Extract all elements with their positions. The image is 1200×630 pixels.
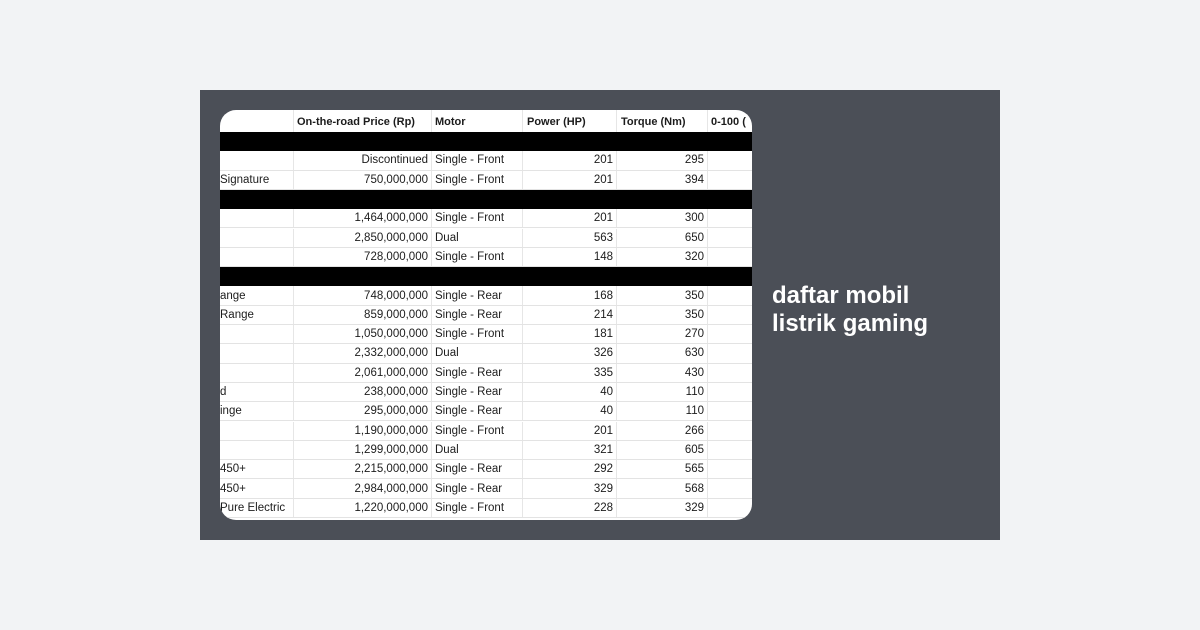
cell-acceleration (708, 402, 752, 420)
cell-name: d (220, 383, 294, 401)
table-row (220, 229, 752, 248)
cell-torque: 568 (617, 479, 708, 497)
cell-name (220, 422, 294, 440)
cell-motor: Single - Front (432, 248, 523, 266)
cell-motor: Single - Rear (432, 383, 523, 401)
table-row (220, 325, 752, 344)
group-separator-row (220, 267, 752, 286)
group-separator-row (220, 190, 752, 209)
table-row (220, 422, 752, 441)
cell-power: 321 (523, 441, 617, 459)
cell-motor: Single - Rear (432, 402, 523, 420)
table-row (220, 402, 752, 421)
cell-acceleration (708, 151, 752, 169)
cell-motor: Single - Rear (432, 286, 523, 304)
table-row (220, 286, 752, 305)
cell-motor: Dual (432, 441, 523, 459)
cell-name (220, 229, 294, 247)
cell-price: 2,984,000,000 (294, 479, 432, 497)
cell-acceleration (708, 383, 752, 401)
cell-price: 1,220,000,000 (294, 499, 432, 517)
table-row (220, 171, 752, 190)
cell-power: 563 (523, 229, 617, 247)
cell-torque: 329 (617, 499, 708, 517)
cell-price: 295,000,000 (294, 402, 432, 420)
cell-motor: Single - Rear (432, 306, 523, 324)
cell-acceleration (708, 229, 752, 247)
cell-torque: 350 (617, 306, 708, 324)
cell-acceleration (708, 479, 752, 497)
cell-name (220, 344, 294, 362)
cell-torque: 394 (617, 171, 708, 189)
cell-power: 201 (523, 422, 617, 440)
cell-acceleration (708, 209, 752, 227)
table-header-row (220, 110, 752, 134)
cell-price: 2,061,000,000 (294, 364, 432, 382)
cell-torque: 430 (617, 364, 708, 382)
cell-power: 181 (523, 325, 617, 343)
cell-name (220, 325, 294, 343)
cell-price: 748,000,000 (294, 286, 432, 304)
column-header-name (220, 110, 294, 133)
cell-name (220, 151, 294, 169)
cell-price: 728,000,000 (294, 248, 432, 266)
cell-name: inge (220, 402, 294, 420)
cell-motor: Single - Rear (432, 479, 523, 497)
cell-price: Discontinued (294, 151, 432, 169)
column-header-acceleration: 0-100 ( (711, 115, 746, 128)
cell-price: 859,000,000 (294, 306, 432, 324)
cell-price: 2,215,000,000 (294, 460, 432, 478)
table-row (220, 209, 752, 228)
cell-price: 1,299,000,000 (294, 441, 432, 459)
cell-power: 329 (523, 479, 617, 497)
cell-acceleration (708, 248, 752, 266)
cell-power: 292 (523, 460, 617, 478)
cell-power: 40 (523, 383, 617, 401)
cell-torque: 270 (617, 325, 708, 343)
cell-torque: 650 (617, 229, 708, 247)
cell-name: ange (220, 286, 294, 304)
table-row (220, 383, 752, 402)
cell-name: Signature (220, 171, 294, 189)
cell-name: Range (220, 306, 294, 324)
table-row (220, 306, 752, 325)
cell-motor: Single - Rear (432, 364, 523, 382)
article-card[interactable] (200, 90, 1000, 540)
cell-power: 168 (523, 286, 617, 304)
cell-torque: 320 (617, 248, 708, 266)
cell-acceleration (708, 422, 752, 440)
table-row (220, 248, 752, 267)
cell-price: 2,332,000,000 (294, 344, 432, 362)
table-row (220, 499, 752, 518)
spreadsheet-image (220, 110, 752, 520)
cell-price: 1,464,000,000 (294, 209, 432, 227)
article-title[interactable]: daftar mobil listrik gaming (772, 282, 929, 337)
cell-name (220, 441, 294, 459)
table-row (220, 364, 752, 383)
cell-power: 326 (523, 344, 617, 362)
cell-torque: 110 (617, 383, 708, 401)
cell-torque: 350 (617, 286, 708, 304)
cell-torque: 110 (617, 402, 708, 420)
cell-acceleration (708, 364, 752, 382)
cell-torque: 295 (617, 151, 708, 169)
cell-acceleration (708, 286, 752, 304)
cell-power: 214 (523, 306, 617, 324)
cell-name (220, 248, 294, 266)
cell-power: 40 (523, 402, 617, 420)
cell-acceleration (708, 499, 752, 517)
article-thumbnail[interactable] (220, 110, 752, 520)
cell-motor: Single - Front (432, 151, 523, 169)
cell-price: 750,000,000 (294, 171, 432, 189)
cell-motor: Single - Front (432, 171, 523, 189)
cell-price: 2,850,000,000 (294, 229, 432, 247)
cell-price: 1,050,000,000 (294, 325, 432, 343)
table-row (220, 151, 752, 170)
cell-torque: 565 (617, 460, 708, 478)
cell-name: 450+ (220, 479, 294, 497)
cell-motor: Dual (432, 229, 523, 247)
cell-acceleration (708, 344, 752, 362)
cell-name (220, 209, 294, 227)
cell-acceleration (708, 171, 752, 189)
cell-torque: 630 (617, 344, 708, 362)
table-row (220, 479, 752, 498)
cell-power: 201 (523, 209, 617, 227)
cell-power: 228 (523, 499, 617, 517)
cell-acceleration (708, 325, 752, 343)
cell-acceleration (708, 306, 752, 324)
cell-name: 450+ (220, 460, 294, 478)
group-separator-row (220, 132, 752, 151)
table-row (220, 441, 752, 460)
cell-acceleration (708, 441, 752, 459)
column-header-price: On-the-road Price (Rp) (294, 110, 432, 133)
column-header-power: Power (HP) (523, 110, 617, 133)
cell-motor: Single - Front (432, 325, 523, 343)
cell-motor: Single - Front (432, 209, 523, 227)
cell-power: 201 (523, 151, 617, 169)
cell-motor: Single - Front (432, 499, 523, 517)
cell-name (220, 364, 294, 382)
cell-torque: 300 (617, 209, 708, 227)
table-row (220, 460, 752, 479)
cell-power: 148 (523, 248, 617, 266)
cell-price: 1,190,000,000 (294, 422, 432, 440)
cell-acceleration (708, 460, 752, 478)
cell-motor: Single - Rear (432, 460, 523, 478)
cell-price: 238,000,000 (294, 383, 432, 401)
table-row (220, 344, 752, 363)
column-header-motor: Motor (432, 110, 523, 133)
cell-torque: 266 (617, 422, 708, 440)
cell-power: 201 (523, 171, 617, 189)
cell-name: Pure Electric (220, 499, 294, 517)
cell-motor: Single - Front (432, 422, 523, 440)
cell-power: 335 (523, 364, 617, 382)
cell-motor: Dual (432, 344, 523, 362)
column-header-torque: Torque (Nm) (617, 110, 708, 133)
cell-torque: 605 (617, 441, 708, 459)
